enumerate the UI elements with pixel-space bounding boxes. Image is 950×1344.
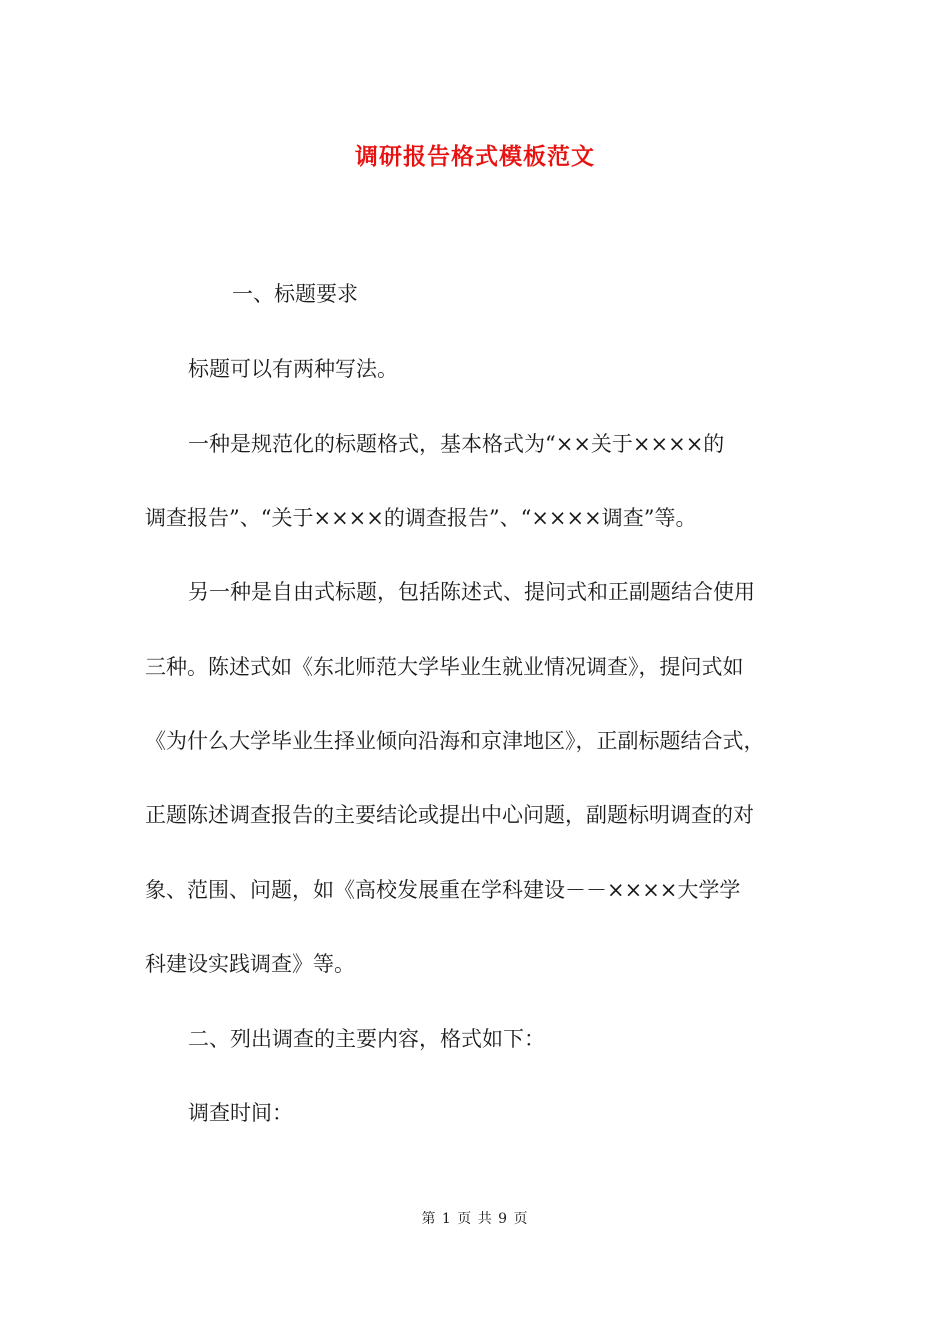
- section-heading-main-content: 二、列出调查的主要内容，格式如下：: [188, 1027, 545, 1051]
- paragraph-line: 象、范围、问题，如《高校发展重在学科建设－－××××大学学: [145, 878, 741, 902]
- page-number-footer: 第 1 页 共 9 页: [421, 1211, 529, 1227]
- paragraph-line: 正题陈述调查报告的主要结论或提出中心问题，副题标明调查的对: [145, 803, 754, 827]
- paragraph-line: 《为什么大学毕业生择业倾向沿海和京津地区》，正副标题结合式，: [145, 729, 765, 753]
- document-title: 调研报告格式模板范文: [355, 143, 595, 170]
- paragraph-line: 三种。陈述式如《东北师范大学毕业生就业情况调查》，提问式如: [145, 655, 744, 679]
- paragraph-line: 调查报告”、“关于××××的调查报告”、“××××调查”等。: [145, 506, 697, 530]
- paragraph-line: 调查时间：: [188, 1101, 293, 1125]
- section-heading-title-requirements: 一、标题要求: [232, 282, 358, 306]
- paragraph-line: 另一种是自由式标题，包括陈述式、提问式和正副题结合使用: [188, 580, 755, 604]
- paragraph-line: 一种是规范化的标题格式，基本格式为“××关于××××的: [188, 432, 725, 456]
- paragraph-line: 科建设实践调查》等。: [145, 952, 355, 976]
- paragraph-line: 标题可以有两种写法。: [188, 357, 398, 381]
